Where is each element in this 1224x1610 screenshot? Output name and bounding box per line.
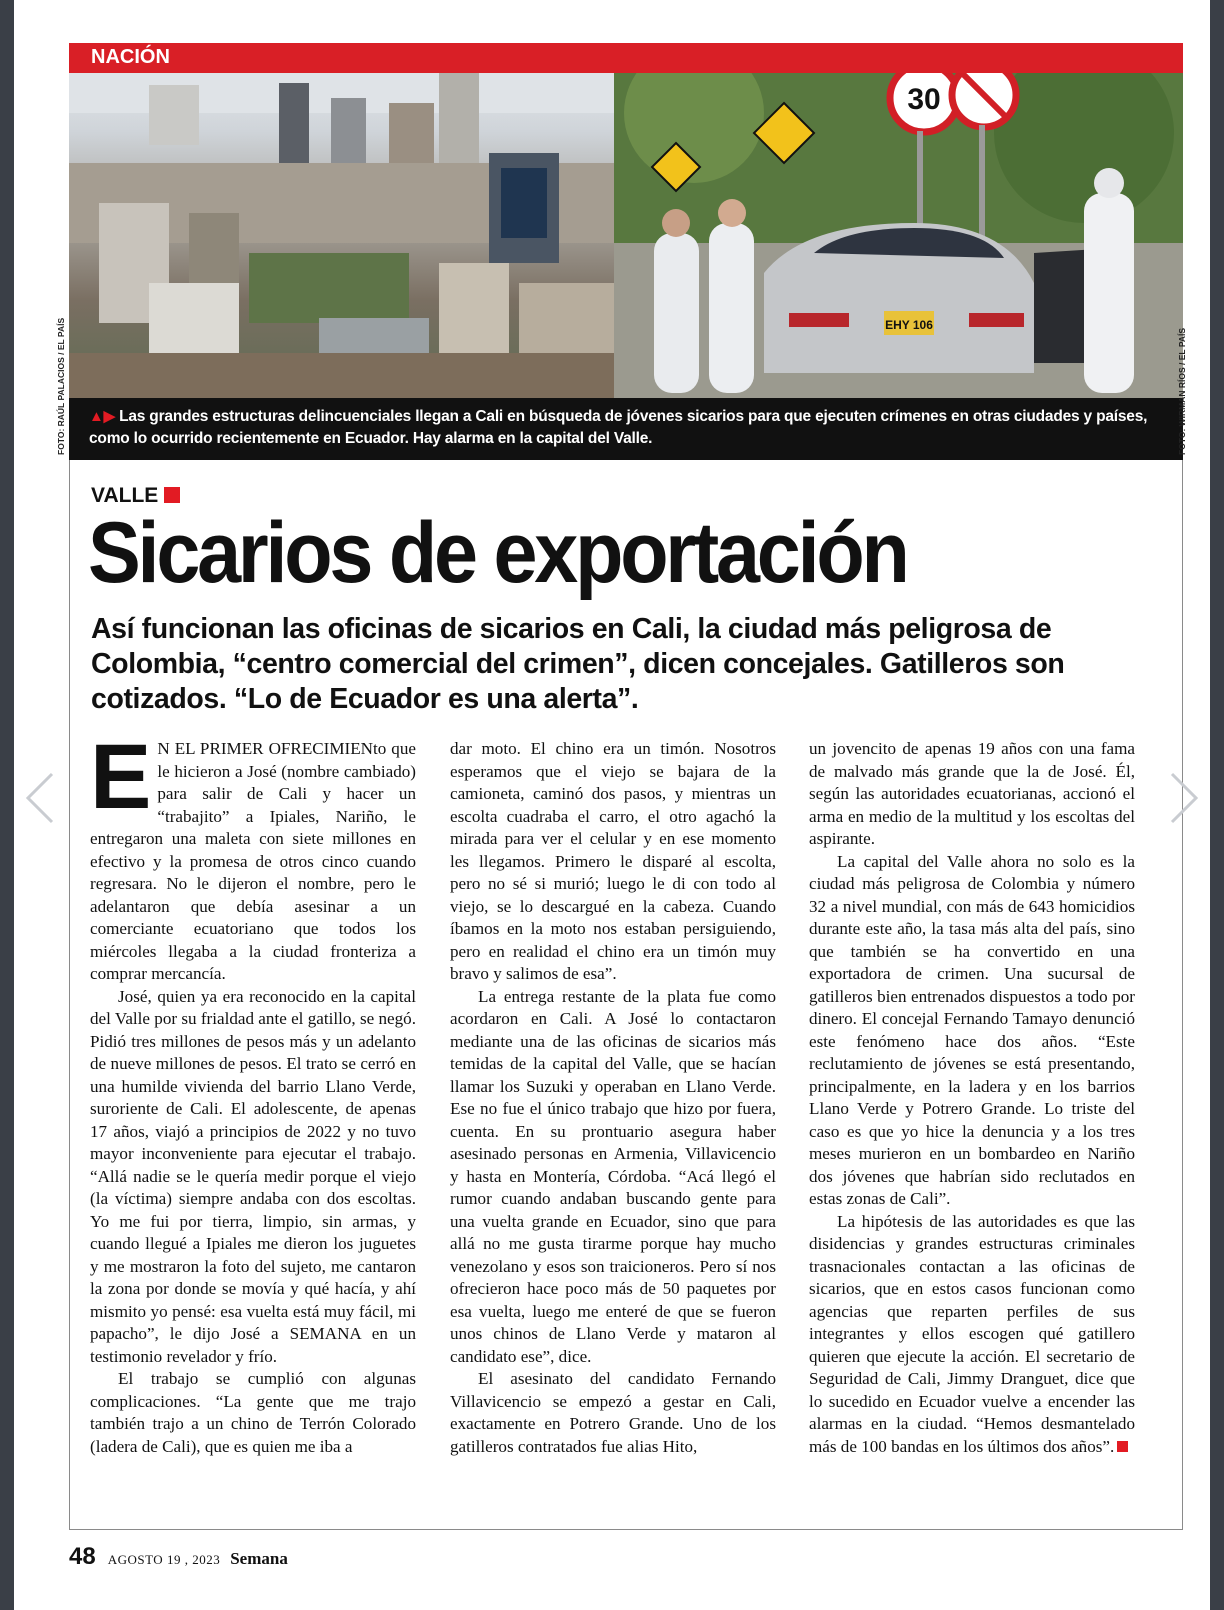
- photo-crime-scene: [614, 73, 1183, 398]
- body-column-1: [90, 726, 416, 1458]
- page-footer: [69, 1543, 288, 1571]
- photo-city-skyline: [69, 73, 614, 398]
- photo-credit-left: FOTO: RAÚL PALACIOS / EL PAÍS: [56, 317, 66, 455]
- chevron-left-icon[interactable]: [20, 768, 60, 828]
- kicker-square-icon: [164, 487, 180, 503]
- paragraph: El trabajo se cumplió con algunas complicaciones. “La gente que me trajo también trajo a un chino de Terrón Colorado (ladera de Cali), que es quien me iba a: [90, 1369, 416, 1456]
- caption-text: Las grandes estructuras delincuenciales llegan a Cali en búsqueda de jóvenes sicarios para que ejecuten crímenes en otras ciudades y países, como lo ocurrido recientemente en Ecuador. Hay alarma en la capital del Valle.: [89, 408, 1148, 447]
- magazine-brand: Semana: [230, 1549, 288, 1568]
- issue-date: AGOSTO 19 , 2023: [107, 1552, 221, 1567]
- body-column-3: [809, 738, 1135, 1458]
- kicker-label: VALLE: [91, 484, 159, 507]
- paragraph: La hipótesis de las autoridades es que las disidencias y grandes estructuras criminales trasnacionales contactan a las oficinas de sicarios, que en estos casos funcionan como agencias que reparten perfiles de sus integrantes y ellos escogen qué gatillero quieren que ejecute la acción. El secretario de Seguridad de Cali, Jimmy Dranguet, dice que lo sucedido en Ecuador vuelve a encender las alarmas en la ciudad. “Hemos desmantelado más de 100 bandas en los últimos dos años”.: [809, 1211, 1135, 1456]
- paragraph: dar moto. El chino era un timón. Nosotros esperamos que el viejo se bajara de la camioneta, caminó dos pasos, y mientras un escolta cuadraba el carro, el otro agachó la mirada para ver el celular y en ese momento les llegamos. Primero le disparé al escolta, pero no sé si murió; luego le di con todo al viejo, se lo descargué en la cabeza. Cuando íbamos en la moto nos estaban persiguiendo, pero en realidad el chino era un timón muy bravo y salimos de esa”.: [450, 739, 776, 983]
- page-number: 48: [69, 1543, 96, 1570]
- section-bar: [69, 43, 1183, 73]
- drop-cap: E: [90, 726, 152, 828]
- paragraph: La capital del Valle ahora no solo es la ciudad más peligrosa de Colombia y número 32 a nivel mundial, con más de 643 homicidios durante este año, la tasa más alta del país, sino que también se ha convertido en una exportadora de crimen. Una sucursal de gatilleros bien entrenados dispuestos a todo por dinero. El concejal Fernando Tamayo denunció este fenómeno hace dos años. “Este reclutamiento de jóvenes se está presentando, principalmente, en la ladera y en los barrios Llano Verde y Potrero Grande. Lo triste del caso es que yo hice la denuncia y a los tres meses murieron en un bombardeo en Nariño dos jóvenes que habrían sido reclutados en estas zonas de Cali”.: [809, 851, 1135, 1208]
- paragraph: E N EL PRIMER OFRECIMIENto que le hicieron a José (nombre cambiado) para salir de Cali y hacer un “trabajito” a Ipiales, Nariño, le entregaron una maleta con siete millones en efectivo y la promesa de otros cinco cuando regresara. No le dijeron el nombre, pero le adelantaron que debía asesinar a un comerciante ecuatoriano que todos los miércoles llegaba a la ciudad fronteriza a comprar mercancía.: [90, 726, 416, 983]
- photo-caption: [69, 398, 1183, 460]
- magazine-page: [14, 0, 1210, 1610]
- photo-credit-right: FOTO: WIRMAN RÍOS / EL PAÍS: [1177, 327, 1187, 455]
- speed-sign-text: 30: [907, 83, 941, 116]
- paragraph: José, quien ya era reconocido en la capital del Valle por su frialdad ante el gatillo, se negó. Pidió tres millones de pesos más y un adelanto de nueve millones de pesos. El trato se cerró en una humilde vivienda del barrio Llano Verde, suroriente de Cali. El adolescente, de apenas 17 años, viajó a principios de 2022 y no tuvo mayor inconveniente para ejecutar el trabajo. “Allá nadie se le quería medir porque el viejo (la víctima) siempre andaba con dos escoltas. Yo me fui por tierra, limpio, sin armas, y cuando llegué a Ipiales me dieron los juguetes y me mostraron la foto del sujeto, me cantaron la zona por donde se movía y qué hacía, y ahí mismito yo pensé: esa vuelta está muy fácil, mi papacho”, le dijo José a SEMANA en un testimonio revelador y frío.: [90, 986, 416, 1366]
- paragraph: La entrega restante de la plata fue como acordaron en Cali. A José lo contactaron mediante una de las oficinas de sicarios más temidas de la capital del Valle, que se hacían llamar los Suzuki y operaban en Llano Verde. Ese no fue el único trabajo que hizo por fuera, cuenta. En su prontuario asegura haber asesinado personas en Armenia, Villavicencio y hasta en Montería, Córdoba. “Acá llegó el rumor cuando andaban buscando gente para una vuelta grande en Ecuador, sino que para allá no me gusta tirarme porque hay mucho venezolano y esos son traicioneros. Pero sí nos ofrecieron hace poco más de 50 paquetes por esa vuelta, luego me enteré de que se fueron unos chinos de Llano Verde y mataron al candidato ese”, dice.: [450, 986, 776, 1366]
- section-label: NACIÓN: [91, 46, 170, 68]
- chevron-right-icon[interactable]: [1164, 768, 1204, 828]
- headline: Sicarios de exportación: [88, 505, 907, 601]
- paragraph: El asesinato del candidato Fernando Villavicencio se empezó a gestar en Cali, exactamente en Potrero Grande. Uno de los gatilleros contratados fue alias Hito,: [450, 1369, 776, 1456]
- subheadline: Así funcionan las oficinas de sicarios en Cali, la ciudad más peligrosa de Colombia, “centro comercial del crimen”, dicen concejales. Gatilleros son cotizados. “Lo de Ecuador es una alerta”.: [91, 613, 1065, 715]
- body-column-2: [450, 738, 776, 1458]
- end-mark-icon: [1117, 1441, 1128, 1452]
- license-plate: EHY 106: [885, 318, 933, 332]
- caption-arrows-icon: ▲▶: [89, 408, 115, 425]
- paragraph: un jovencito de apenas 19 años con una fama de malvado más grande que la de José. Él, según las autoridades ecuatorianas, accionó el arma en medio de la multitud y los escoltas del aspirante.: [809, 739, 1135, 848]
